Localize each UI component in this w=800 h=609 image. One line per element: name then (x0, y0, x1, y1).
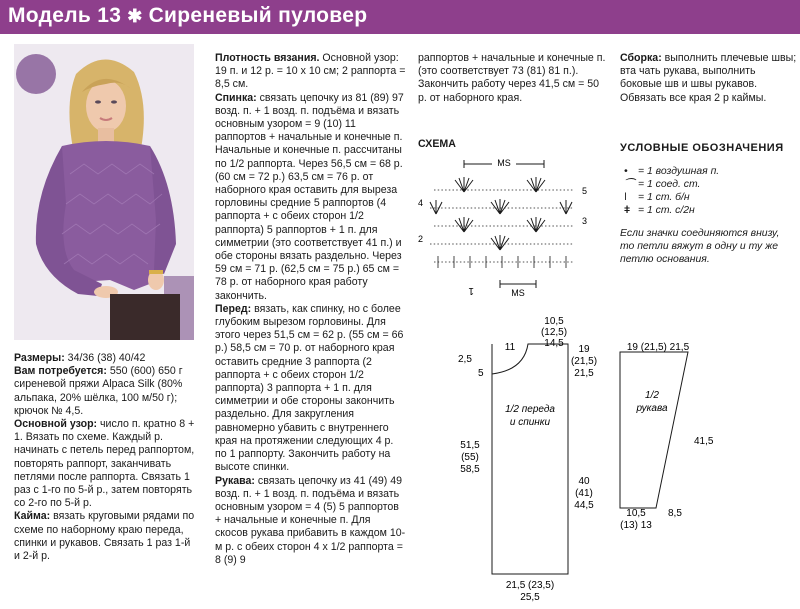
dim-neck-width: 11 (504, 342, 516, 353)
pattern-value: число п. кратно 8 + 1. Вязать по схеме. Каждый р. начинать с петель перед раппортом, повторять раппорт, заканчивать петлями после раппорта. Связать 1 раз с 1-го по 5-й р., затем повторять со 2-го по 5-й р. (14, 418, 195, 510)
sleeve-continuation: раппортов + начальные и конечные п. (это соответствует 73 (81) 81 п.). Закончить работу через 41,5 см = 50 р. от наборного края. (418, 52, 606, 104)
continuation-text (418, 52, 608, 105)
dim-top-total-alt: (12,5) (540, 327, 568, 338)
row-number-3: 3 (582, 216, 588, 226)
left-text-column (14, 352, 198, 563)
sizes-value: 34/36 (38) 40/42 (64, 352, 146, 364)
edging-paragraph (14, 510, 198, 563)
back-value: связать цепочку из 81 (89) 97 возд. п. + 1 возд. п. подъёма и вязать основным узором = 9 (10) 11 раппортов + начальные и конечные п. Начальные и конечные п. рассчитаны по 1/2 раппорта. Через 56,5 см = 68 р. (60 см = 72 р.) 63,5 см = 76 р. от наборного края оставить для выреза горловины средние 5 раппортов (4 раппорта + с обеих сторон 1/2 раппорта) 5 раппортов + 1 п. для симметрии (это соответствует 41 п.) и обе стороны вязать раздельно. Через 59 см = 71 р. (62,5 см = 75 р.) 65 см = 78 р. от наборного края работу закончить. (215, 91, 404, 302)
dim-neck-depth-front: 5 (478, 368, 484, 379)
page-title (8, 4, 367, 28)
dim-sleeve-length: 41,5 (694, 436, 714, 447)
density-paragraph (215, 52, 406, 92)
row-number-5: 5 (582, 186, 588, 196)
assembly-text (620, 52, 800, 105)
header-bar (0, 0, 800, 34)
legend-item-sc: ǀ = 1 ст. б/н (624, 192, 690, 204)
legend-item-slip: ⌒ = 1 соед. ст. (624, 179, 701, 191)
back-label: Спинка: (215, 91, 257, 104)
density-value: Основной узор: 19 п. и 12 р. = 10 х 10 см; 2 раппорта = 8,5 см. (215, 52, 406, 91)
single-crochet-icon: ǀ (624, 192, 627, 204)
dim-total-height-3: 58,5 (460, 464, 480, 475)
needs-label: Вам потребуется: (14, 365, 107, 378)
model-photo (14, 44, 194, 340)
dim-sleeve-top: 19 (21,5) 21,5 (626, 342, 690, 353)
dim-total-height-2: (55) (461, 452, 479, 463)
schema-title: СХЕМА (418, 138, 456, 150)
legend (620, 142, 796, 266)
assembly-paragraph (620, 52, 800, 105)
sleeve-label-1: 1/2 (645, 390, 659, 401)
slip-stitch-icon: ⌒ (624, 179, 635, 191)
assembly-value: выполнить плечевые швы; вта чать рукава, выполнить боковые шв и швы рукавов. Обвязать все края 2 р каймы. (620, 52, 797, 104)
pattern-paragraph (14, 418, 198, 510)
body-pattern-diagram (448, 308, 610, 604)
front-paragraph (215, 303, 406, 475)
row-number-4: 4 (418, 198, 424, 208)
legend-note: Если значки соединяются внизу, то петли вяжут в одну и ту же петлю основания. (620, 228, 780, 266)
middle-text-column (215, 52, 406, 567)
sleeve-label: Рукава: (215, 474, 255, 487)
density-label: Плотность вязания. (215, 52, 320, 64)
sleeve-paragraph (215, 475, 406, 567)
sleeve-pattern-diagram (612, 330, 798, 540)
ms-label-top: MS (497, 158, 511, 168)
sizes-label: Размеры: (14, 352, 65, 364)
needs-value: 550 (600) 650 г сиреневой пряжи Alpaca Silk (80% альпака, 20% шёлка, 100 м/50 г); крючок № 4,5. (14, 365, 183, 417)
ms-bracket-bottom (500, 280, 536, 298)
needs-paragraph (14, 365, 198, 418)
row-number-2: 2 (418, 234, 424, 244)
sleeve-value: связать цепочку из 41 (49) 49 возд. п. + 1 возд. п. подъёма и вязать основным узором = 4 (5) 5 раппортов + начальные и конечные п. Для скосов рукава прибавить в каждом 10-м р. с обеих сторон 4 х 1/2 раппорта = 8 (9) 9 (215, 474, 406, 566)
dim-top-total: 10,5 (544, 316, 564, 327)
pattern-label: Основной узор: (14, 418, 98, 431)
dim-neck-depth-back: 2,5 (458, 354, 472, 365)
dim-armhole-1: 19 (578, 344, 590, 355)
dim-body-height-3: 44,5 (574, 500, 594, 511)
edging-label: Кайма: (14, 510, 51, 523)
dim-sleeve-bottom-2: (13) 13 (620, 520, 652, 531)
dim-total-height-1: 51,5 (460, 440, 480, 451)
dim-width-1: 21,5 (23,5) (505, 580, 555, 591)
dim-body-height-2: (41) (575, 488, 593, 499)
chain-rows (430, 190, 574, 262)
chain-symbol-icon: • (624, 166, 628, 178)
edging-value: вязать круговыми рядами по схеме по наборному краю переда, спинки и рукавов. Связать 1 раз 1-й и 2-й р. (14, 510, 195, 563)
legend-item-dc: ǂ = 1 ст. с/2н (624, 205, 695, 217)
model-illustration (14, 44, 194, 340)
dim-armhole-3: 21,5 (574, 368, 594, 379)
legend-title: УСЛОВНЫЕ ОБОЗНАЧЕНИЯ (620, 142, 784, 154)
dim-body-height-1: 40 (578, 476, 590, 487)
dim-width-2: 25,5 (520, 592, 540, 603)
dim-sleeve-cuff: 8,5 (668, 508, 682, 519)
asterisk-icon: ✱ (127, 6, 143, 26)
row-number-1: 1 (468, 285, 474, 296)
dim-armhole-2: (21,5) (570, 356, 598, 367)
sleeve-label-2: рукава (636, 403, 668, 414)
double-crochet-icon: ǂ (624, 205, 631, 217)
dim-top-right: 14,5 (544, 338, 564, 349)
front-value: вязать, как спинку, но с более глубоким вырезом горловины. Для этого через 51,5 см = 62 р. (55 см = 66 р.) 58,5 см = 70 р. от наборного края оставить средние 3 раппорта (2 раппорта + с обеих сторон 1/2 раппорта) 3 раппорта + 1 п. для симметрии и обе стороны закончить раздельно. Для закругления равномерно убавить с внутреннего края на протяжении следующих 4 р. по 1 раппорту. Закончить работу на высоте спинки. (215, 302, 404, 474)
body-label-2: и спинки (509, 417, 551, 428)
ms-label-bottom: MS (511, 288, 525, 298)
fan-symbols (430, 177, 572, 250)
dim-sleeve-bottom-1: 10,5 (626, 508, 646, 519)
crochet-chart (414, 150, 614, 300)
legend-item-chain: • = 1 воздушная п. (624, 166, 720, 178)
ms-bracket-top (464, 156, 544, 168)
body-label-1: 1/2 переда (505, 404, 555, 415)
front-label: Перед: (215, 302, 252, 315)
assembly-label: Сборка: (620, 52, 662, 64)
back-paragraph (215, 92, 406, 303)
model-name: Сиреневый пуловер (148, 4, 368, 27)
model-number: Модель 13 (8, 4, 122, 27)
sizes-paragraph (14, 352, 198, 365)
